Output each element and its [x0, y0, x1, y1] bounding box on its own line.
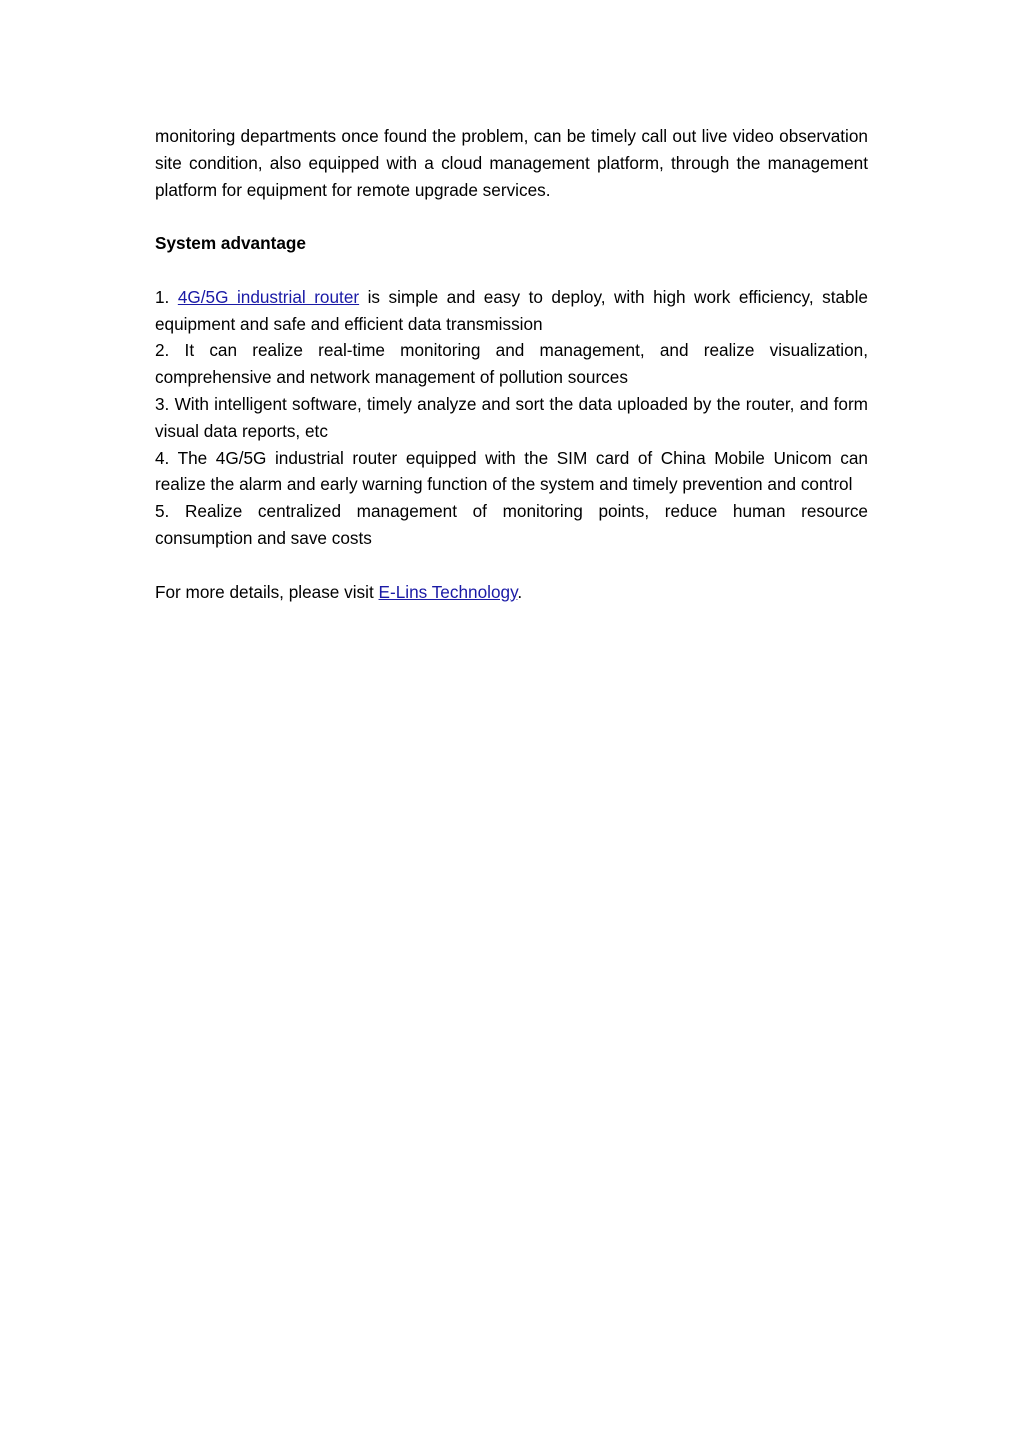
section-heading: System advantage: [155, 233, 306, 254]
footer-suffix: .: [517, 581, 523, 602]
advantage-item-4: 4. The 4G/5G industrial router equipped with the SIM card of China Mobile Unicom can realize the alarm and early warning function of the system and timely prevention and control: [155, 447, 868, 495]
footer-paragraph: [155, 579, 868, 606]
intro-paragraph: monitoring departments once found the problem, can be timely call out live video observation site condition, also equipped with a cloud management platform, through the management platform for equipment for remote upgrade services.: [155, 126, 868, 200]
paragraph-spacer: [155, 203, 868, 230]
advantage-item-3: 3. With intelligent software, timely analyze and sort the data uploaded by the router, and form visual data reports, etc: [155, 393, 868, 441]
advantage-item-1-text: is simple and easy to deploy, with high work efficiency, stable equipment and safe and efficient data transmission: [155, 286, 868, 334]
advantage-item-1: [155, 284, 868, 338]
advantage-item-5: 5. Realize centralized management of monitoring points, reduce human resource consumption and save costs: [155, 501, 868, 548]
advantage-item-2: 2. It can realize real-time monitoring and management, and realize visualization, comprehensive and network management of pollution sources: [155, 340, 868, 388]
advantage-item-1-prefix: 1.: [155, 286, 178, 307]
document-body: [155, 123, 868, 605]
paragraph-spacer: [155, 257, 868, 284]
footer-prefix: For more details, please visit: [155, 581, 379, 602]
industrial-router-link[interactable]: 4G/5G industrial router: [177, 286, 360, 307]
paragraph-spacer: [155, 552, 868, 579]
elins-technology-link[interactable]: E-Lins Technology: [378, 581, 518, 602]
